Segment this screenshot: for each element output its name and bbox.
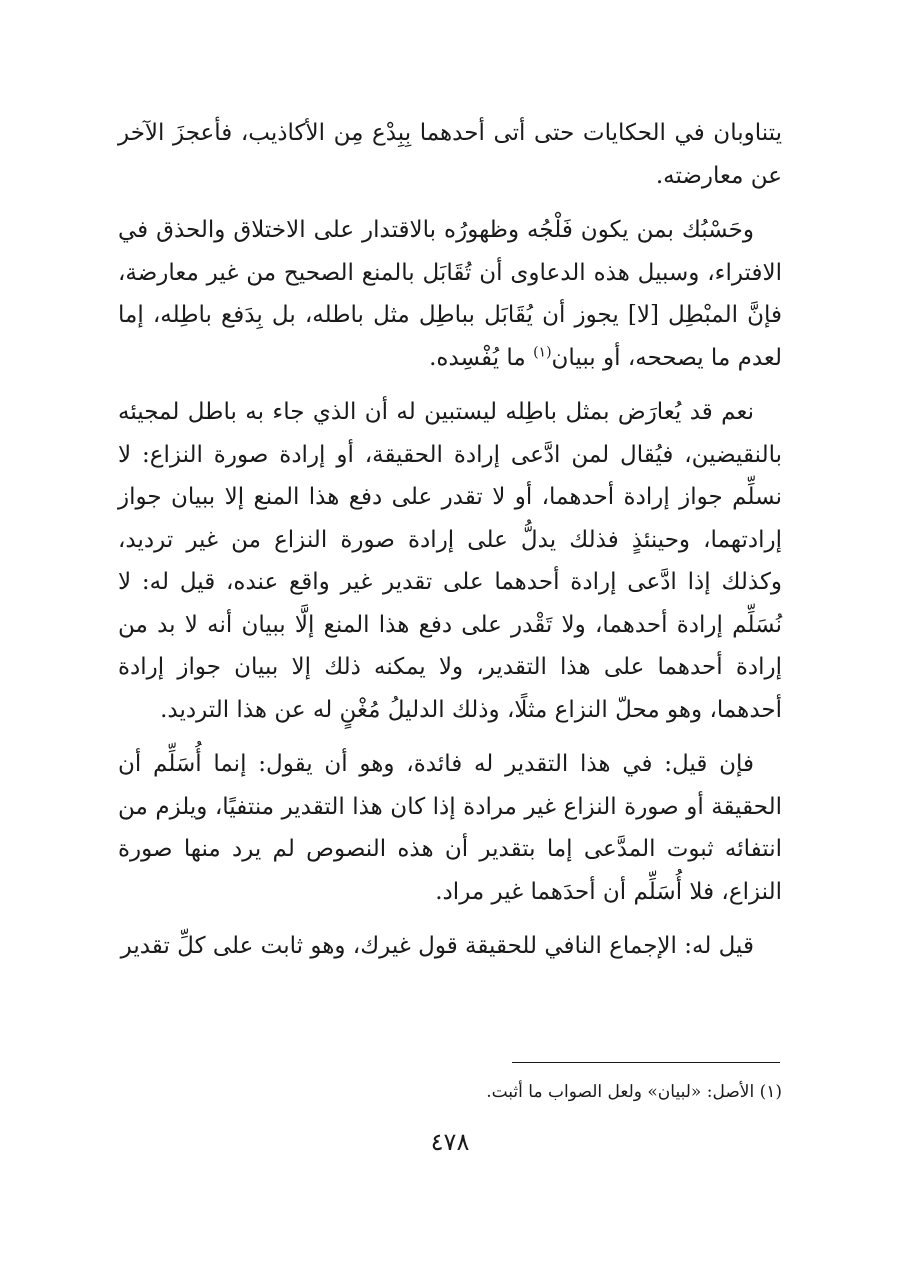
footnote: (١) الأصل: «لبيان» ولعل الصواب ما أثبت. <box>486 1082 782 1102</box>
footnote-reference: (١) <box>533 343 552 360</box>
page-number: ٤٧٨ <box>430 1128 470 1156</box>
paragraph-5: قيل له: الإجماع النافي للحقيقة قول غيرك، وهو ثابت على كلِّ تقدير <box>120 933 754 959</box>
main-text <box>118 112 782 980</box>
paragraph-2 <box>118 209 782 379</box>
paragraph-3: نعم قد يُعارَض بمثل باطِله ليستبين له أن الذي جاء به باطل لمجيئه بالنقيضين، فيُقال لمن ادَّعى إرادة الحقيقة، أو إرادة صورة النزاع: لا نسلِّم جواز إرادة أحدهما، أو لا تقدر على دفع هذا المنع إلا ببيان جواز إرادتهما، وحينئذٍ فذلك يدلُّ على إرادة صورة النزاع من غير ترديد، وكذلك إذا ادَّعى إرادة أحدهما على تقدير غير واقع عنده، قيل له: لا نُسَلِّم إرادة أحدهما، ولا تَقْدر على دفع هذا المنع إلَّا ببيان أنه لا بد من إرادة أحدهما على هذا التقدير، ولا يمكنه ذلك إلا ببيان جواز إرادة أحدهما، وهو محلّ النزاع مثلًا، وذلك الدليلُ مُغْنٍ له عن هذا الترديد. <box>118 399 782 723</box>
paragraph-4: فإن قيل: في هذا التقدير له فائدة، وهو أن يقول: إنما أُسَلِّم أن الحقيقة أو صورة النزاع غير مرادة إذا كان هذا التقدير منتفيًا، ويلزم من انتفائه ثبوت المدَّعى إما بتقدير أن هذه النصوص لم يرد منها صورة النزاع، فلا أُسَلِّم أن أحدَهما غير مراد. <box>118 751 782 905</box>
paragraph-1: يتناوبان في الحكايات حتى أتى أحدهما بِبِدْع مِن الأكاذيب، فأعجزَ الآخر عن معارضته. <box>118 120 782 189</box>
paragraph-2-text: وحَسْبُك بمن يكون فَلْجُه وظهورُه بالاقتدار على الاختلاق والحذق في الافتراء، وسبيل هذه الدعاوى أن تُقَابَل بالمنع الصحيح من غير معارضة، فإنَّ المبْطِل [لا] يجوز أن يُقَابَل بباطِل مثل باطله، بل بِدَفع باطِله، إما لعدم ما يصححه، أو ببيان <box>118 217 782 371</box>
footnote-divider <box>512 1062 780 1063</box>
paragraph-2-end: ما يُفْسِده. <box>429 344 534 371</box>
